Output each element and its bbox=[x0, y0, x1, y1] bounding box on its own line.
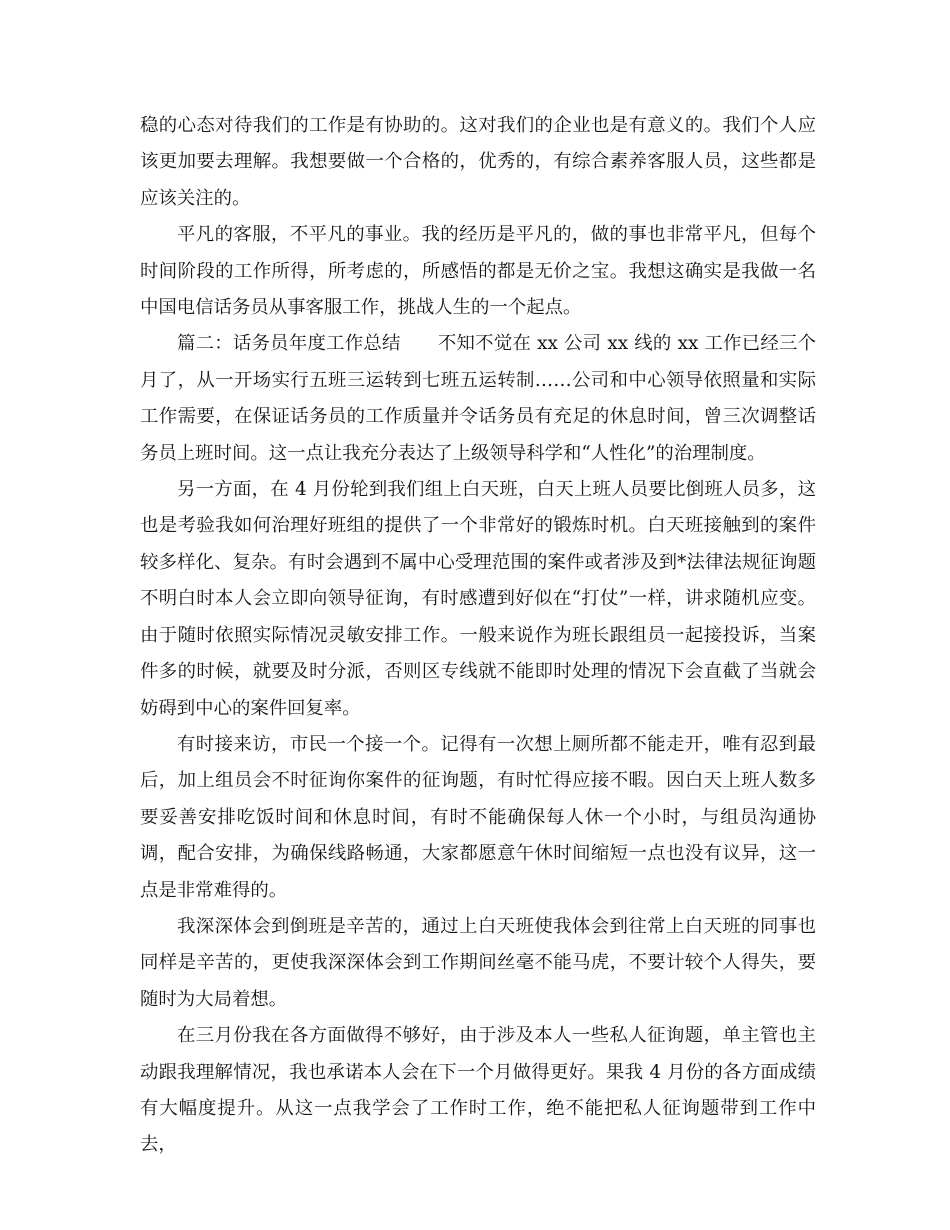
paragraph: 在三月份我在各方面做得不够好，由于涉及本人一些私人征询题，单主管也主动跟我理解情况，我也承诺本人会在下一个月做得更好。果我 4 月份的各方面成绩有大幅度提升。从这一点我学会了工作时工作，绝不能把私人征询题带到工作中去， bbox=[140, 1025, 816, 1156]
paragraph: 有时接来访，市民一个接一个。记得有一次想上厕所都不能走开，唯有忍到最后，加上组员会不时征询你案件的征询题，有时忙得应接不暇。因白天上班人数多要妥善安排吃饭时间和休息时间，有时不能确保每人休一个小时，与组员沟通协调，配合安排，为确保线路畅通，大家都愿意午休时间缩短一点也没有议异，这一点是非常难得的。 bbox=[140, 733, 816, 901]
paragraph: 另一方面，在 4 月份轮到我们组上白天班，白天上班人员要比倒班人员多，这也是考验我如何治理好班组的提供了一个非常好的锻炼时机。白天班接触到的案件较多样化、复杂。有时会遇到不属中心受理范围的案件或者涉及到*法律法规征询题不明白时本人会立即向领导征询，有时感遭到好似在“打仗”一样，讲求随机应变。由于随时依照实际情况灵敏安排工作。一般来说作为班长跟组员一起接投诉，当案件多的时候，就要及时分派，否则区专线就不能即时处理的情况下会直截了当就会妨碍到中心的案件回复率。 bbox=[140, 479, 816, 719]
paragraph-continuation: 稳的心态对待我们的工作是有协助的。这对我们的企业也是有意义的。我们个人应该更加要去理解。我想要做一个合格的，优秀的，有综合素养客服人员，这些都是应该关注的。 bbox=[140, 115, 816, 209]
paragraph: 平凡的客服，不平凡的事业。我的经历是平凡的，做的事也非常平凡，但每个时间阶段的工作所得，所考虑的，所感悟的都是无价之宝。我想这确实是我做一名中国电信话务员从事客服工作，挑战人生的一个起点。 bbox=[140, 224, 816, 319]
paragraph-section-two-start: 篇二：话务员年度工作总结 不知不觉在 xx 公司 xx 线的 xx 工作已经三个月了，从一开场实行五班三运转到七班五运转制……公司和中心领导依照量和实际工作需要，在保证话务员的工作质量并令话务员有充足的休息时间，曾三次调整话务员上班时间。这一点让我充分表达了上级领导科学和“人性化”的治理制度。 bbox=[140, 333, 816, 464]
paragraph: 我深深体会到倒班是辛苦的，通过上白天班使我体会到往常上白天班的同事也同样是辛苦的，更使我深深体会到工作期间丝毫不能马虎，不要计较个人得失，要随时为大局着想。 bbox=[140, 915, 816, 1010]
document-body bbox=[140, 108, 816, 1164]
